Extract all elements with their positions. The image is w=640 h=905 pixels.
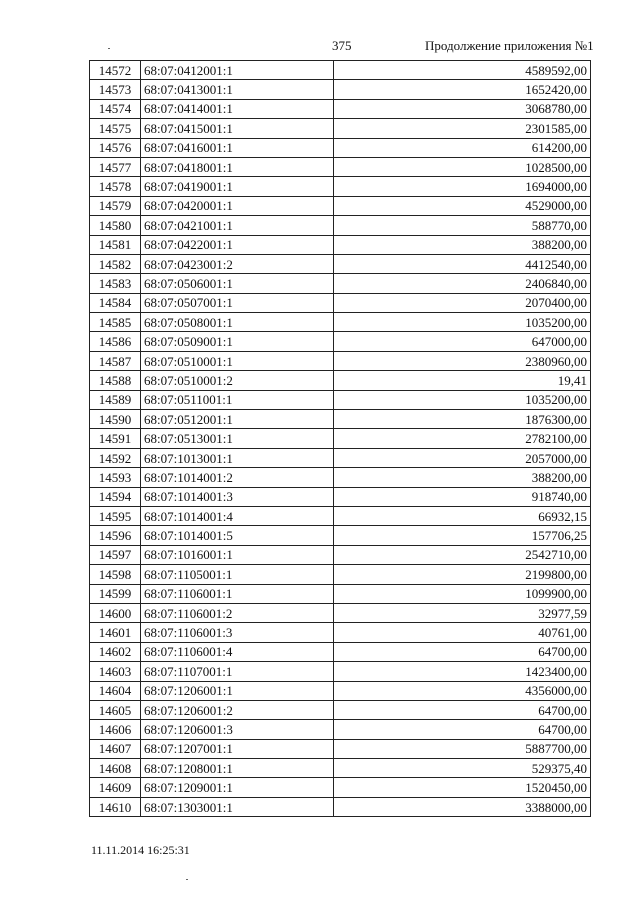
table-row: [90, 371, 591, 390]
row-number-cell: 14577: [90, 157, 141, 176]
print-timestamp: 11.11.2014 16:25:31: [91, 843, 190, 857]
scan-speck: [108, 48, 110, 49]
cadastral-value-cell: 2057000,00: [334, 448, 591, 467]
table-row: [90, 700, 591, 719]
cadastral-value-cell: 388200,00: [334, 468, 591, 487]
table-row: [90, 584, 591, 603]
cadastral-number-cell: 68:07:0423001:2: [141, 254, 334, 273]
table-row: [90, 681, 591, 700]
cadastral-number-cell: 68:07:0412001:1: [141, 61, 334, 80]
table-row: [90, 119, 591, 138]
cadastral-value-cell: 1520450,00: [334, 778, 591, 797]
table-row: [90, 177, 591, 196]
cadastral-value-cell: 2542710,00: [334, 545, 591, 564]
row-number-cell: 14604: [90, 681, 141, 700]
cadastral-value-cell: 4412540,00: [334, 254, 591, 273]
cadastral-number-cell: 68:07:1206001:3: [141, 720, 334, 739]
cadastral-number-cell: 68:07:0414001:1: [141, 99, 334, 118]
table-row: [90, 429, 591, 448]
cadastral-value-cell: 2782100,00: [334, 429, 591, 448]
row-number-cell: 14595: [90, 506, 141, 525]
row-number-cell: 14574: [90, 99, 141, 118]
row-number-cell: 14601: [90, 623, 141, 642]
cadastral-value-cell: 1876300,00: [334, 410, 591, 429]
row-number-cell: 14609: [90, 778, 141, 797]
cadastral-value-cell: 40761,00: [334, 623, 591, 642]
row-number-cell: 14587: [90, 351, 141, 370]
row-number-cell: 14599: [90, 584, 141, 603]
cadastral-number-cell: 68:07:1209001:1: [141, 778, 334, 797]
cadastral-number-cell: 68:07:1014001:4: [141, 506, 334, 525]
cadastral-value-cell: 1035200,00: [334, 390, 591, 409]
row-number-cell: 14598: [90, 565, 141, 584]
row-number-cell: 14572: [90, 61, 141, 80]
cadastral-number-cell: 68:07:0507001:1: [141, 293, 334, 312]
row-number-cell: 14581: [90, 235, 141, 254]
scan-speck: [186, 879, 188, 880]
table-row: [90, 720, 591, 739]
cadastral-value-cell: 64700,00: [334, 642, 591, 661]
row-number-cell: 14585: [90, 313, 141, 332]
table-row: [90, 506, 591, 525]
cadastral-number-cell: 68:07:0420001:1: [141, 196, 334, 215]
table-row: [90, 468, 591, 487]
row-number-cell: 14588: [90, 371, 141, 390]
table-row: [90, 196, 591, 215]
table-row: [90, 351, 591, 370]
cadastral-value-cell: 2301585,00: [334, 119, 591, 138]
cadastral-number-cell: 68:07:1206001:2: [141, 700, 334, 719]
table-row: [90, 603, 591, 622]
cadastral-value-cell: 1099900,00: [334, 584, 591, 603]
table-row: [90, 313, 591, 332]
cadastral-number-cell: 68:07:0510001:2: [141, 371, 334, 390]
cadastral-number-cell: 68:07:1107001:1: [141, 662, 334, 681]
table-row: [90, 448, 591, 467]
row-number-cell: 14594: [90, 487, 141, 506]
row-number-cell: 14596: [90, 526, 141, 545]
cadastral-number-cell: 68:07:1106001:3: [141, 623, 334, 642]
table-row: [90, 80, 591, 99]
row-number-cell: 14589: [90, 390, 141, 409]
row-number-cell: 14603: [90, 662, 141, 681]
table-row: [90, 642, 591, 661]
cadastral-number-cell: 68:07:1106001:4: [141, 642, 334, 661]
table-row: [90, 216, 591, 235]
cadastral-number-cell: 68:07:1303001:1: [141, 797, 334, 816]
table-row: [90, 61, 591, 80]
cadastral-value-cell: 388200,00: [334, 235, 591, 254]
cadastral-number-cell: 68:07:0416001:1: [141, 138, 334, 157]
table-row: [90, 235, 591, 254]
row-number-cell: 14575: [90, 119, 141, 138]
table-row: [90, 526, 591, 545]
row-number-cell: 14576: [90, 138, 141, 157]
cadastral-value-cell: 19,41: [334, 371, 591, 390]
row-number-cell: 14610: [90, 797, 141, 816]
table-row: [90, 797, 591, 816]
cadastral-number-cell: 68:07:0506001:1: [141, 274, 334, 293]
cadastral-number-cell: 68:07:1105001:1: [141, 565, 334, 584]
cadastral-value-cell: 2070400,00: [334, 293, 591, 312]
row-number-cell: 14602: [90, 642, 141, 661]
cadastral-value-cell: 1423400,00: [334, 662, 591, 681]
cadastral-number-cell: 68:07:1014001:3: [141, 487, 334, 506]
row-number-cell: 14606: [90, 720, 141, 739]
cadastral-value-cell: 3388000,00: [334, 797, 591, 816]
cadastral-number-cell: 68:07:1208001:1: [141, 759, 334, 778]
cadastral-number-cell: 68:07:0421001:1: [141, 216, 334, 235]
row-number-cell: 14586: [90, 332, 141, 351]
cadastral-number-cell: 68:07:0512001:1: [141, 410, 334, 429]
cadastral-value-cell: 157706,25: [334, 526, 591, 545]
row-number-cell: 14584: [90, 293, 141, 312]
cadastral-value-cell: 647000,00: [334, 332, 591, 351]
row-number-cell: 14579: [90, 196, 141, 215]
row-number-cell: 14590: [90, 410, 141, 429]
row-number-cell: 14583: [90, 274, 141, 293]
cadastral-number-cell: 68:07:0413001:1: [141, 80, 334, 99]
cadastral-value-cell: 2199800,00: [334, 565, 591, 584]
cadastral-number-cell: 68:07:1106001:1: [141, 584, 334, 603]
table-row: [90, 138, 591, 157]
cadastral-number-cell: 68:07:1014001:2: [141, 468, 334, 487]
cadastral-value-cell: 529375,40: [334, 759, 591, 778]
row-number-cell: 14608: [90, 759, 141, 778]
row-number-cell: 14600: [90, 603, 141, 622]
cadastral-value-table: [89, 60, 591, 817]
cadastral-number-cell: 68:07:1014001:5: [141, 526, 334, 545]
cadastral-value-cell: 588770,00: [334, 216, 591, 235]
table-row: [90, 274, 591, 293]
cadastral-value-cell: 2380960,00: [334, 351, 591, 370]
cadastral-number-cell: 68:07:0419001:1: [141, 177, 334, 196]
cadastral-number-cell: 68:07:0510001:1: [141, 351, 334, 370]
page-header-caption: Продолжение приложения №1: [425, 38, 594, 53]
cadastral-value-cell: 32977,59: [334, 603, 591, 622]
table-row: [90, 487, 591, 506]
cadastral-value-cell: 1694000,00: [334, 177, 591, 196]
cadastral-number-cell: 68:07:0418001:1: [141, 157, 334, 176]
cadastral-number-cell: 68:07:1013001:1: [141, 448, 334, 467]
row-number-cell: 14573: [90, 80, 141, 99]
cadastral-number-cell: 68:07:0511001:1: [141, 390, 334, 409]
cadastral-value-cell: 1028500,00: [334, 157, 591, 176]
cadastral-value-cell: 1035200,00: [334, 313, 591, 332]
row-number-cell: 14578: [90, 177, 141, 196]
table-row: [90, 293, 591, 312]
cadastral-value-cell: 66932,15: [334, 506, 591, 525]
row-number-cell: 14605: [90, 700, 141, 719]
table-row: [90, 390, 591, 409]
table-row: [90, 759, 591, 778]
table-row: [90, 254, 591, 273]
row-number-cell: 14593: [90, 468, 141, 487]
table-row: [90, 410, 591, 429]
table-row: [90, 623, 591, 642]
table-row: [90, 739, 591, 758]
row-number-cell: 14591: [90, 429, 141, 448]
cadastral-value-cell: 4589592,00: [334, 61, 591, 80]
row-number-cell: 14592: [90, 448, 141, 467]
cadastral-value-cell: 614200,00: [334, 138, 591, 157]
cadastral-number-cell: 68:07:1106001:2: [141, 603, 334, 622]
table-row: [90, 332, 591, 351]
cadastral-number-cell: 68:07:0513001:1: [141, 429, 334, 448]
table-row: [90, 99, 591, 118]
row-number-cell: 14597: [90, 545, 141, 564]
table-row: [90, 662, 591, 681]
table-row: [90, 778, 591, 797]
cadastral-value-cell: 918740,00: [334, 487, 591, 506]
table-body: [90, 61, 591, 817]
cadastral-number-cell: 68:07:1207001:1: [141, 739, 334, 758]
table-row: [90, 545, 591, 564]
cadastral-number-cell: 68:07:0509001:1: [141, 332, 334, 351]
row-number-cell: 14607: [90, 739, 141, 758]
table-row: [90, 157, 591, 176]
cadastral-number-cell: 68:07:0508001:1: [141, 313, 334, 332]
cadastral-number-cell: 68:07:0415001:1: [141, 119, 334, 138]
cadastral-value-cell: 4356000,00: [334, 681, 591, 700]
cadastral-value-cell: 5887700,00: [334, 739, 591, 758]
page-number: 375: [332, 38, 352, 53]
cadastral-number-cell: 68:07:1206001:1: [141, 681, 334, 700]
row-number-cell: 14582: [90, 254, 141, 273]
cadastral-value-cell: 1652420,00: [334, 80, 591, 99]
cadastral-number-cell: 68:07:0422001:1: [141, 235, 334, 254]
cadastral-value-cell: 64700,00: [334, 700, 591, 719]
cadastral-value-cell: 2406840,00: [334, 274, 591, 293]
table-row: [90, 565, 591, 584]
cadastral-value-cell: 64700,00: [334, 720, 591, 739]
cadastral-value-cell: 4529000,00: [334, 196, 591, 215]
cadastral-number-cell: 68:07:1016001:1: [141, 545, 334, 564]
row-number-cell: 14580: [90, 216, 141, 235]
cadastral-value-cell: 3068780,00: [334, 99, 591, 118]
